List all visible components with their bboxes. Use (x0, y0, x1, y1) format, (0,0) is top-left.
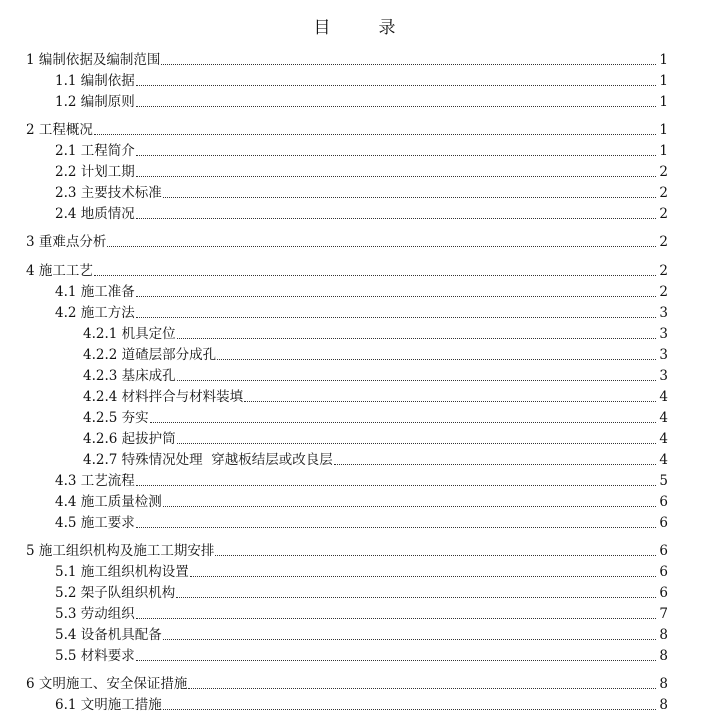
toc-entry[interactable]: 4.2.4 材料拌合与材料装填 4 (83, 389, 668, 405)
toc-entry[interactable]: 6.1 文明施工措施 8 (55, 697, 668, 713)
toc-entry[interactable]: 5.2 架子队组织机构 6 (55, 585, 668, 601)
toc-entry[interactable]: 5.1 施工组织机构设置 6 (55, 564, 668, 580)
toc-entry[interactable]: 2.2 计划工期 2 (55, 164, 668, 180)
toc-entry[interactable]: 4.2.2 道碴层部分成孔 3 (83, 347, 668, 363)
toc-entry[interactable]: 5.3 劳动组织 7 (55, 606, 668, 622)
toc-entry[interactable]: 1 编制依据及编制范围 1 (26, 52, 668, 68)
toc-entry[interactable]: 3 重难点分析 2 (26, 234, 668, 250)
toc-entry[interactable]: 2.3 主要技术标准 2 (55, 185, 668, 201)
toc-entry[interactable]: 4.4 施工质量检测 6 (55, 494, 668, 510)
toc-entry[interactable]: 1.1 编制依据 1 (55, 73, 668, 89)
toc-entry[interactable]: 4.2.6 起拔护筒 4 (83, 431, 668, 447)
toc-entry[interactable]: 4.2 施工方法 3 (55, 305, 668, 321)
title-char-2: 录 (378, 18, 396, 38)
toc-entry[interactable]: 4 施工工艺 2 (26, 263, 668, 279)
toc-entry[interactable]: 4.2.1 机具定位 3 (83, 326, 668, 342)
toc-entry[interactable]: 5.5 材料要求 8 (55, 648, 668, 664)
toc-entry[interactable]: 4.2.3 基床成孔 3 (83, 368, 668, 384)
toc-entry[interactable]: 6 文明施工、安全保证措施 8 (26, 676, 668, 692)
page-title (0, 13, 709, 38)
toc-entry[interactable]: 4.1 施工准备 2 (55, 284, 668, 300)
toc-entry[interactable]: 2.4 地质情况 2 (55, 206, 668, 222)
toc-entry[interactable]: 1.2 编制原则 1 (55, 94, 668, 110)
toc-entry[interactable]: 5 施工组织机构及施工工期安排 6 (26, 543, 668, 559)
title-char-1: 目 (313, 18, 331, 38)
toc-entry[interactable]: 2.1 工程简介 1 (55, 143, 668, 159)
toc-entry[interactable]: 4.2.5 夯实 4 (83, 410, 668, 426)
toc-entry[interactable]: 4.3 工艺流程 5 (55, 473, 668, 489)
toc-entry[interactable]: 4.5 施工要求 6 (55, 515, 668, 531)
toc-entry[interactable]: 5.4 设备机具配备 8 (55, 627, 668, 643)
toc-entry[interactable]: 2 工程概况 1 (26, 122, 668, 138)
toc-entry[interactable]: 4.2.7 特殊情况处理 穿越板结层或改良层 4 (83, 452, 668, 468)
